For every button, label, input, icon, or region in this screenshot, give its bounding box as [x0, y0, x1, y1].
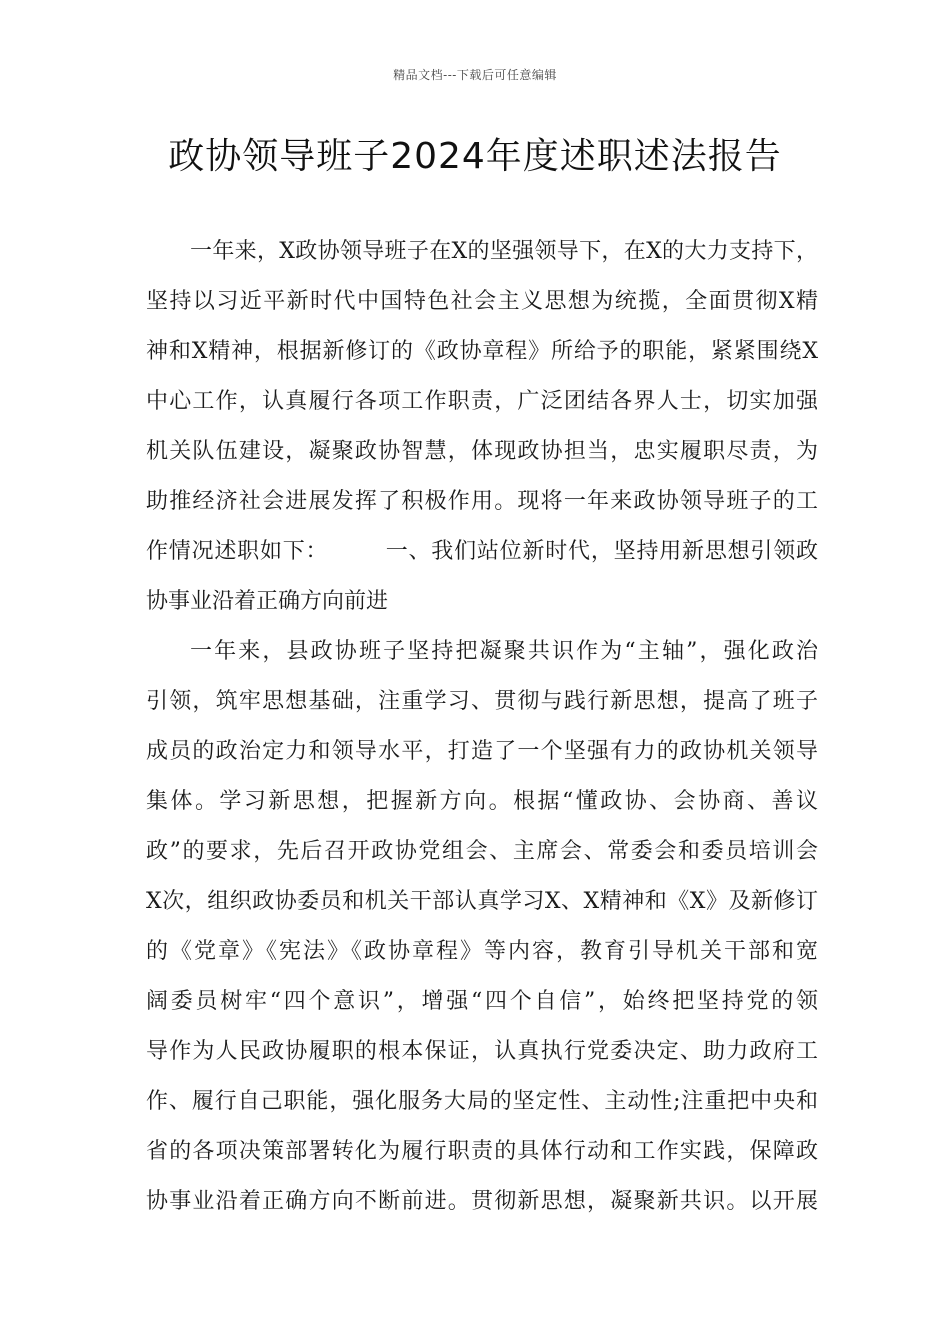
body-line: 神和X精神，根据新修订的《政协章程》所给予的职能，紧紧围绕X: [146, 339, 818, 364]
body-line: 集体。学习新思想，把握新方向。根据“懂政协、会协商、善议: [146, 789, 818, 814]
body-line: 协事业沿着正确方向前进: [146, 589, 389, 614]
body-line: 作情况述职如下： 一、我们站位新时代，坚持用新思想引领政: [146, 539, 818, 564]
body-line: 机关队伍建设，凝聚政协智慧，体现政协担当，忠实履职尽责，为: [146, 439, 818, 464]
body-line: 助推经济社会进展发挥了积极作用。现将一年来政协领导班子的工: [146, 489, 818, 514]
body-line: X次，组织政协委员和机关干部认真学习X、X精神和《X》及新修订: [146, 889, 818, 914]
body-line: 引领，筑牢思想基础，注重学习、贯彻与践行新思想，提高了班子: [146, 689, 818, 714]
body-line: 坚持以习近平新时代中国特色社会主义思想为统揽，全面贯彻X精: [146, 289, 818, 314]
body-line: 一年来，X政协领导班子在X的坚强领导下，在X的大力支持下，: [190, 239, 818, 264]
body-line: 一年来，县政协班子坚持把凝聚共识作为“主轴”，强化政治: [190, 639, 818, 664]
body-line: 阔委员树牢“四个意识”，增强“四个自信”，始终把坚持党的领: [146, 989, 818, 1014]
body-line: 成员的政治定力和领导水平，打造了一个坚强有力的政协机关领导: [146, 739, 818, 764]
body-line: 政”的要求，先后召开政协党组会、主席会、常委会和委员培训会: [146, 839, 818, 864]
body-line: 中心工作，认真履行各项工作职责，广泛团结各界人士，切实加强: [146, 389, 818, 414]
body-line: 导作为人民政协履职的根本保证，认真执行党委决定、助力政府工: [146, 1039, 818, 1064]
body-line: 省的各项决策部署转化为履行职责的具体行动和工作实践，保障政: [146, 1139, 818, 1164]
body-line: 协事业沿着正确方向不断前进。贯彻新思想，凝聚新共识。以开展: [146, 1189, 818, 1214]
document-body: [146, 227, 818, 1227]
header-watermark: 精品文档---下载后可任意编辑: [393, 68, 557, 82]
body-line: 的《党章》《宪法》《政协章程》等内容，教育引导机关干部和宽: [146, 939, 818, 964]
document-title: 政协领导班子2024年度述职述法报告: [168, 136, 782, 177]
body-line: 作、履行自己职能，强化服务大局的坚定性、主动性;注重把中央和: [146, 1089, 818, 1114]
